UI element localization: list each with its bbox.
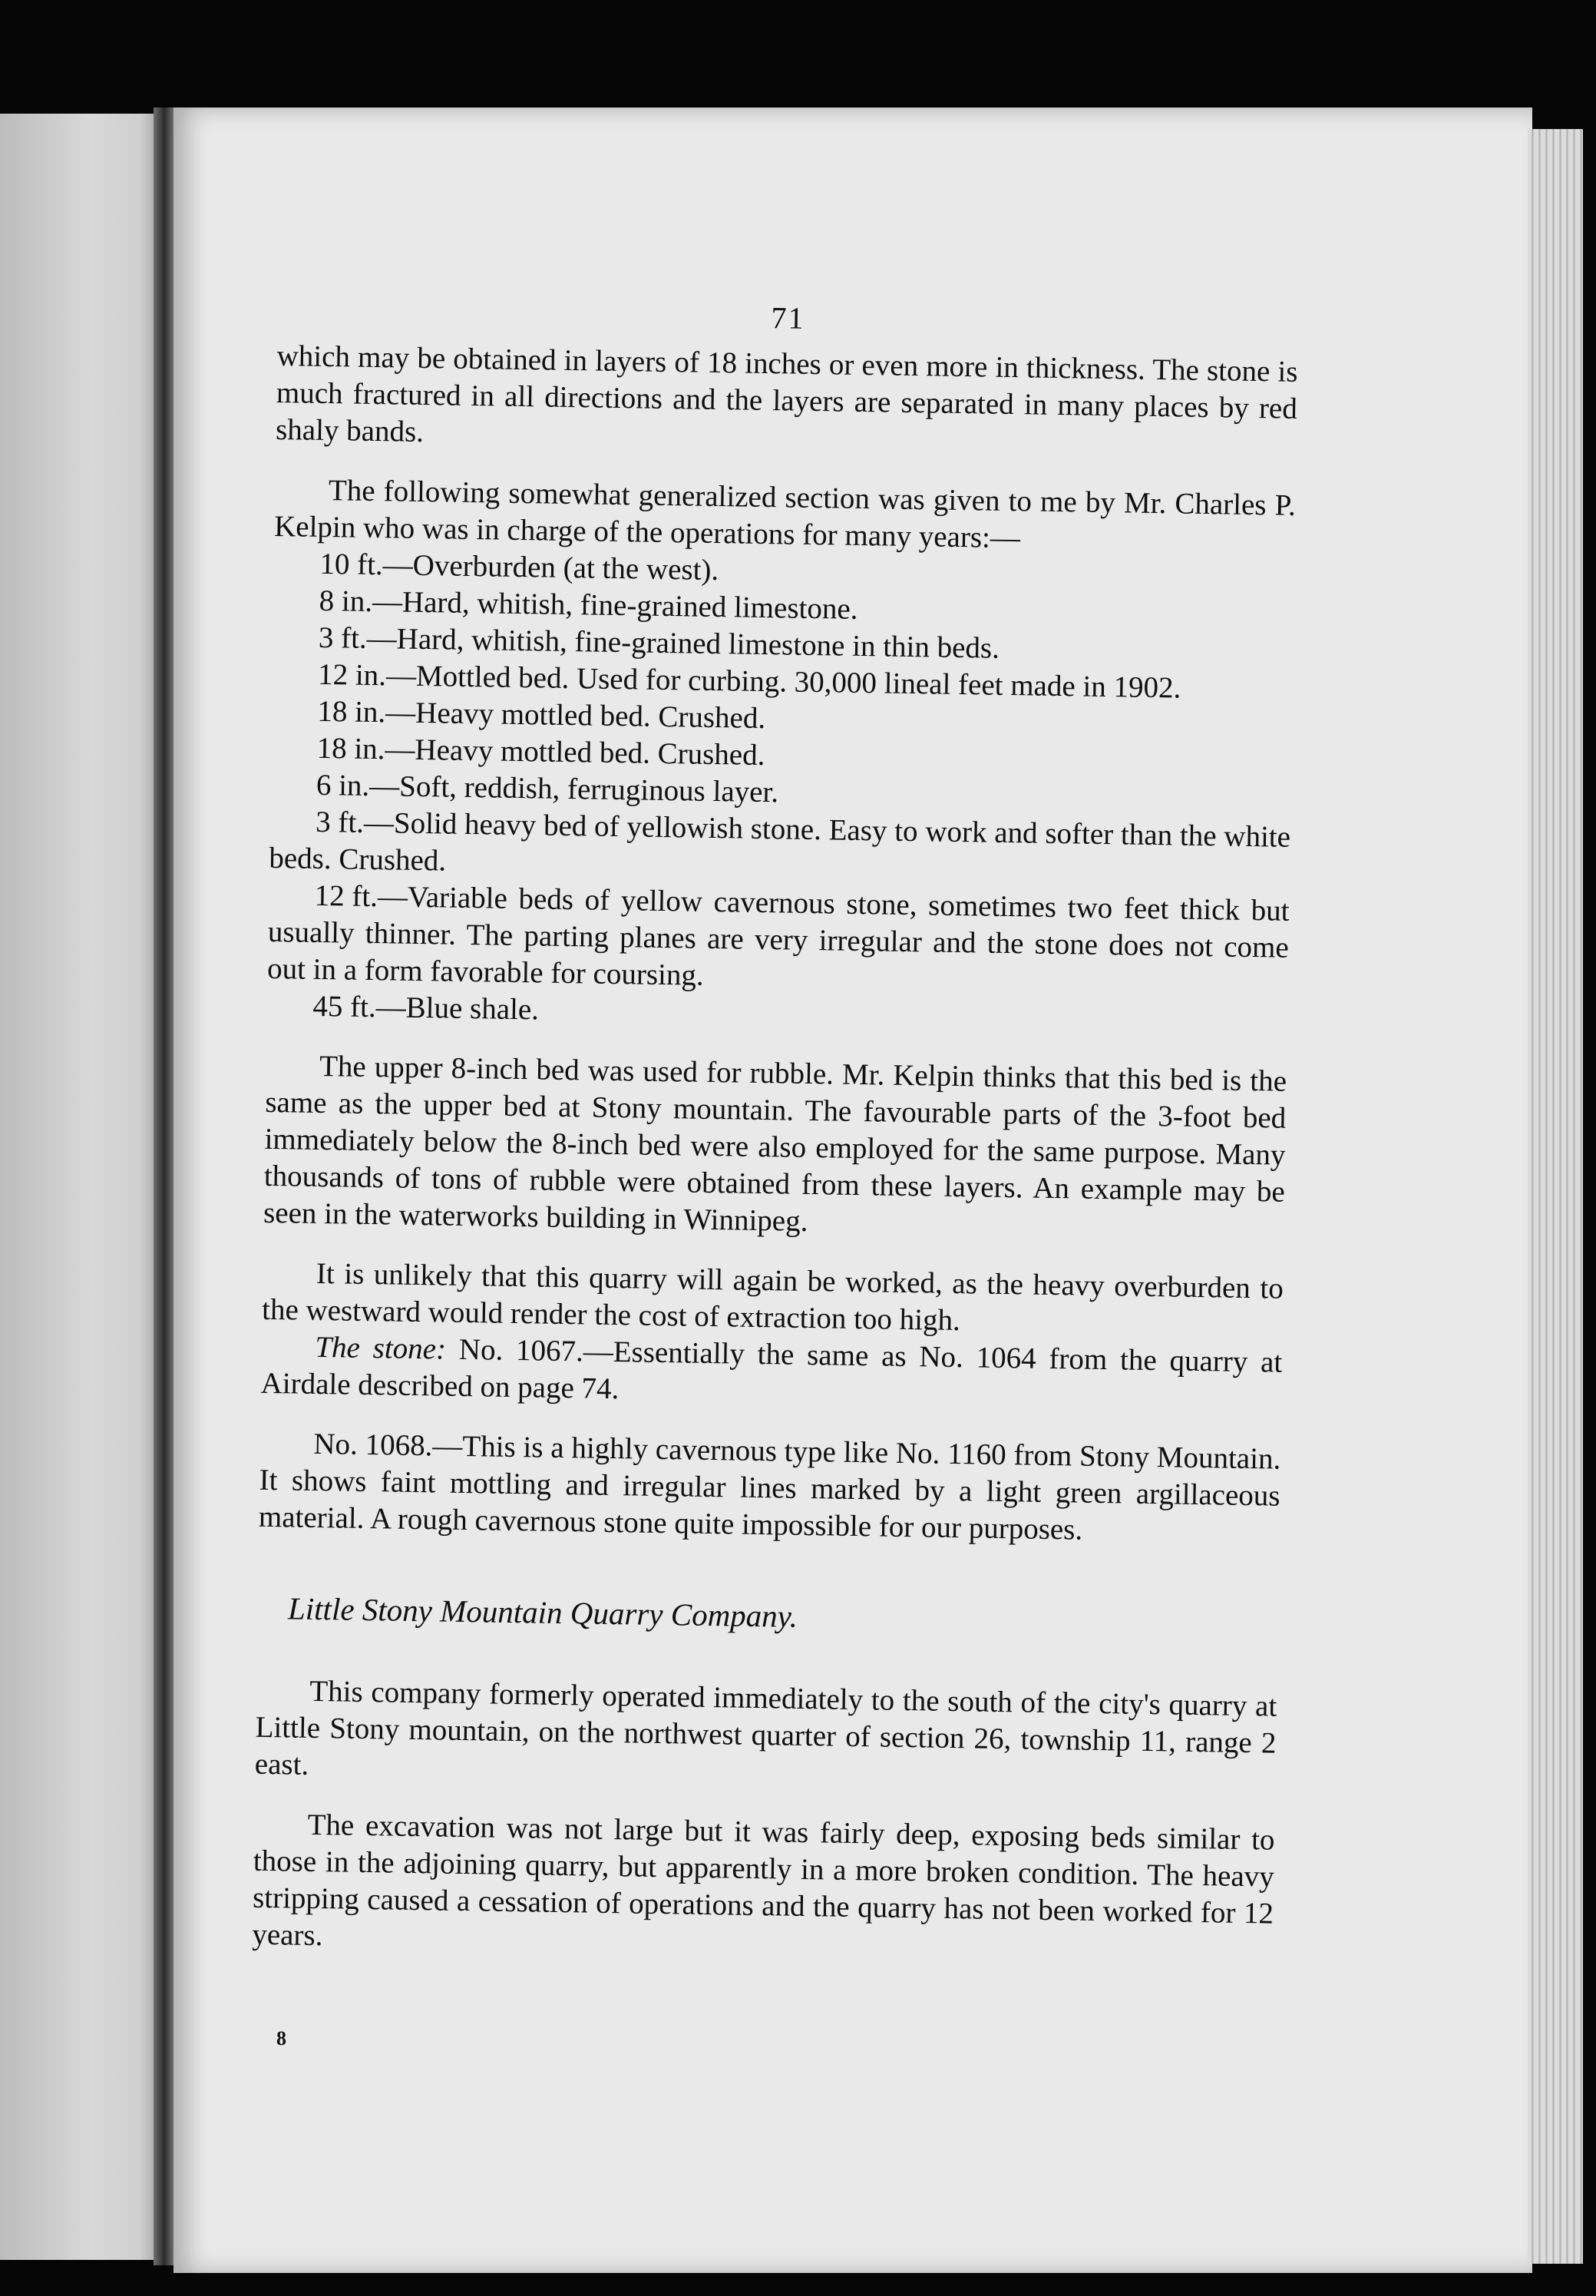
entry-thickness: 3 ft. <box>315 805 365 839</box>
entry-thickness: 3 ft. <box>318 620 368 655</box>
entry-thickness: 12 in. <box>317 657 387 693</box>
paragraph-stone-1068: No. 1068.—This is a highly cavernous type like No. 1160 from Stony Mountain. It shows faint mottling and irregular lines marked by a light green argillaceous material. A rough cavernous stone quite impossible for our purposes. <box>258 1427 1281 1547</box>
section-list <box>266 545 1295 1040</box>
entry-thickness: 10 ft. <box>319 547 384 582</box>
entry-thickness: 45 ft. <box>312 989 377 1024</box>
entry-description: —Hard, whitish, fine-grained limestone. <box>372 584 858 626</box>
paragraph-unlikely: It is unlikely that this quarry will again be worked, as the heavy overburden to the westward would render the cost of extraction too high. <box>261 1256 1284 1338</box>
paragraph-stone-1067 <box>260 1328 1282 1418</box>
entry-description: —Heavy mottled bed. Crushed. <box>385 696 766 736</box>
stone-description: No. 1067.—Essentially the same as No. 1064 from the quarry at Airdale described on page 74. <box>260 1332 1283 1406</box>
page-stack-edges <box>1528 129 1583 2264</box>
entry-description: —Mottled bed. Used for curbing. 30,000 lineal feet made in 1902. <box>385 659 1181 705</box>
entry-thickness: 6 in. <box>316 768 370 802</box>
page-number: 71 <box>771 300 805 336</box>
paragraph-section-intro: The following somewhat generalized section was given to me by Mr. Charles P. Kelpin who was in charge of the operations for many years:— <box>273 474 1297 555</box>
page-text <box>252 292 1299 1970</box>
signature-mark: 8 <box>276 2027 286 2050</box>
entry-description: —Hard, whitish, fine-grained limestone in thin beds. <box>366 621 1000 665</box>
paragraph-company: This company formerly operated immediately to the south of the city's quarry at Little Stony mountain, on the northwest quarter of section 26, township 11, range 2 east. <box>254 1674 1277 1782</box>
paragraph-rubble: The upper 8-inch bed was used for rubble. Mr. Kelpin thinks that this bed is the same as the upper bed at Stony mountain. The favourable parts of the 3-foot bed immediately below the 8-inch bed were also employed for the same purpose. Many thousands of tons of rubble were obtained from these layers. An example may be seen in the waterworks building in Winnipeg. <box>263 1049 1287 1238</box>
book-gutter <box>154 108 175 2265</box>
entry-description: —Solid heavy bed of yellowish stone. Easy to work and softer than the white beds. Crushed. <box>269 806 1291 878</box>
entry-thickness: 12 ft. <box>314 878 378 914</box>
section-heading: Little Stony Mountain Quarry Company. <box>287 1590 798 1634</box>
entry-thickness: 18 in. <box>316 731 385 766</box>
entry-description: —Variable beds of yellow cavernous stone, sometimes two feet thick but usually thinner. The parting planes are very irregular and the stone does not come out in a form favorable for coursing. <box>266 880 1290 992</box>
entry-description: —Blue shale. <box>375 991 540 1027</box>
entry-description: —Heavy mottled bed. Crushed. <box>385 733 765 773</box>
entry-thickness: 8 in. <box>319 584 373 618</box>
section-entry <box>267 877 1290 1004</box>
facing-page-edge <box>0 114 165 2260</box>
stone-label: The stone: <box>315 1330 447 1366</box>
paragraph-continuation: which may be obtained in layers of 18 inches or even more in thickness. The stone is much fractured in all directions and the layers are separated in many places by red shaly bands. <box>275 339 1298 449</box>
paragraph-excavation: The excavation was not large but it was fairly deep, exposing beds similar to those in the adjoining quarry, but apparently in a more broken condition. The heavy stripping caused a cessation of operations and the quarry has not been worked for 12 years. <box>252 1808 1275 1953</box>
entry-description: —Soft, reddish, ferruginous layer. <box>368 769 779 809</box>
entry-description: —Overburden (at the west). <box>382 548 719 587</box>
entry-thickness: 18 in. <box>317 694 386 729</box>
